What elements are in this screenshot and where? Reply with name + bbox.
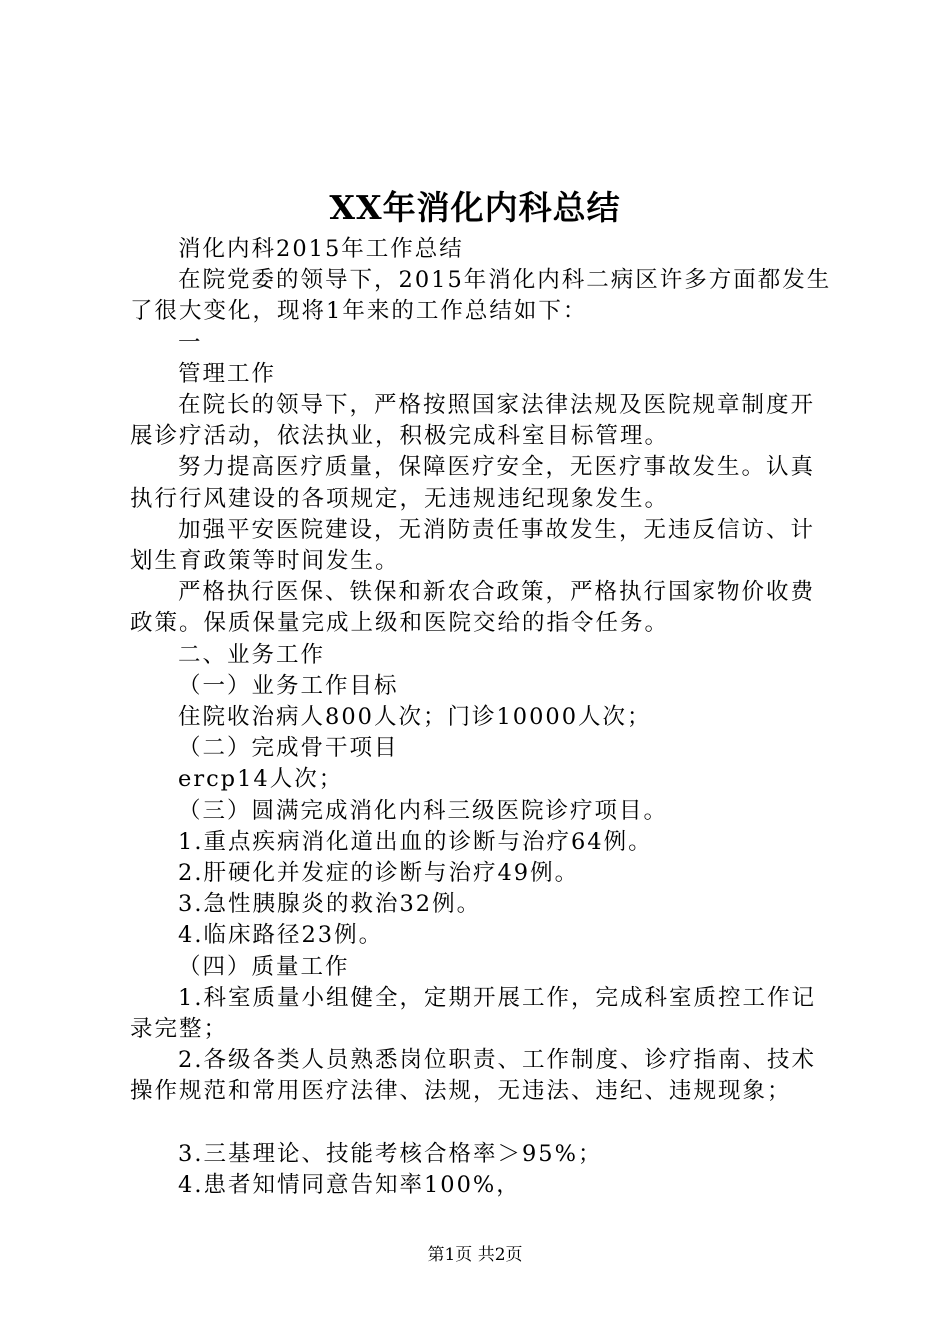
- paragraph: 一: [178, 329, 203, 356]
- section-heading: 管理工作: [178, 360, 277, 387]
- paragraph: 在院党委的领导下，2015年消化内科二病区许多方面都发生了很大变化，现将1年来的工作总结如下：: [130, 267, 832, 325]
- paragraph: ercp14人次；: [178, 766, 344, 793]
- paragraph: 住院收治病人800人次；门诊10000人次；: [178, 704, 652, 731]
- list-item: 4.临床路径23例。: [178, 922, 384, 949]
- list-item: 3.急性胰腺炎的救治32例。: [178, 891, 482, 918]
- subsection-heading: （三）圆满完成消化内科三级医院诊疗项目。: [178, 797, 669, 824]
- list-item: 2.各级各类人员熟悉岗位职责、工作制度、诊疗指南、技术操作规范和常用医疗法律、法规，无违法、违纪、违规现象；: [130, 1047, 816, 1105]
- document-body: [130, 234, 835, 1201]
- list-item: 1.科室质量小组健全，定期开展工作，完成科室质控工作记录完整；: [130, 984, 816, 1043]
- paragraph: 消化内科2015年工作总结: [178, 236, 464, 262]
- page-footer: 第1页 共2页: [427, 1245, 523, 1265]
- list-item: 1.重点疾病消化道出血的诊断与治疗64例。: [178, 828, 653, 855]
- paragraph: 努力提高医疗质量，保障医疗安全，无医疗事故发生。认真执行行风建设的各项规定，无违规违纪现象发生。: [130, 454, 816, 512]
- subsection-heading: （二）完成骨干项目: [178, 735, 399, 762]
- list-item: 4.患者知情同意告知率100%，: [178, 1171, 521, 1198]
- document-title: XX年消化内科总结: [329, 188, 621, 227]
- section-heading: 二、业务工作: [178, 641, 326, 668]
- list-item: 2.肝硬化并发症的诊断与治疗49例。: [178, 860, 580, 887]
- paragraph: 加强平安医院建设，无消防责任事故发生，无违反信访、计划生育政策等时间发生。: [130, 516, 816, 575]
- list-item: 3.三基理论、技能考核合格率＞95%；: [178, 1140, 603, 1167]
- paragraph: 在院长的领导下，严格按照国家法律法规及医院规章制度开展诊疗活动，依法执业，积极完成科室目标管理。: [130, 392, 816, 450]
- paragraph: 严格执行医保、铁保和新农合政策，严格执行国家物价收费政策。保质保量完成上级和医院交给的指令任务。: [130, 579, 816, 637]
- subsection-heading: （四）质量工作: [178, 953, 350, 980]
- subsection-heading: （一）业务工作目标: [178, 672, 399, 699]
